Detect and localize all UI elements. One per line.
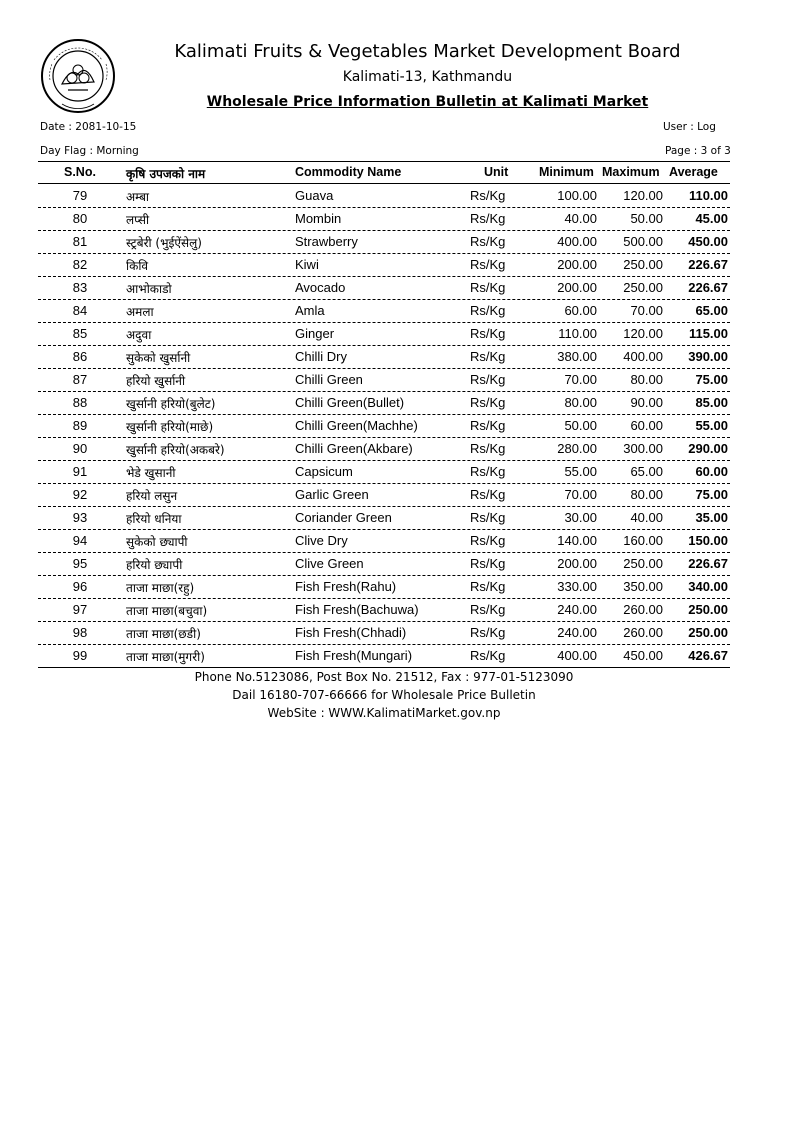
col-header-minimum: Minimum xyxy=(539,165,594,179)
row-average: 290.00 xyxy=(688,441,728,456)
row-average: 75.00 xyxy=(695,372,728,387)
row-maximum: 65.00 xyxy=(630,464,663,479)
row-commodity-name: Avocado xyxy=(295,280,346,295)
row-minimum: 400.00 xyxy=(557,648,597,663)
row-maximum: 70.00 xyxy=(630,303,663,318)
board-seal-logo xyxy=(40,38,116,114)
row-sn: 81 xyxy=(72,234,88,249)
row-unit: Rs/Kg xyxy=(470,533,506,548)
day-flag: Day Flag : Morning xyxy=(40,145,139,157)
row-minimum: 55.00 xyxy=(564,464,597,479)
row-unit: Rs/Kg xyxy=(470,441,506,456)
footer-dial-info: Dail 16180-707-66666 for Wholesale Price Bulletin xyxy=(232,688,536,702)
row-minimum: 30.00 xyxy=(564,510,597,525)
row-nepali-name: अम्बा xyxy=(126,190,150,204)
row-minimum: 70.00 xyxy=(564,372,597,387)
row-maximum: 300.00 xyxy=(623,441,663,456)
row-commodity-name: Mombin xyxy=(295,211,342,226)
row-nepali-name: हरियो छ्यापी xyxy=(126,558,183,572)
row-nepali-name: स्ट्रबेरी (भुईऐंसेलु) xyxy=(126,236,202,250)
row-nepali-name: हरियो लसुन xyxy=(126,489,178,503)
row-commodity-name: Fish Fresh(Chhadi) xyxy=(295,625,407,640)
table-row xyxy=(38,368,730,392)
row-minimum: 110.00 xyxy=(558,326,597,341)
row-minimum: 200.00 xyxy=(557,257,597,272)
row-nepali-name: अदुवा xyxy=(126,328,152,342)
row-minimum: 400.00 xyxy=(557,234,597,249)
row-average: 226.67 xyxy=(688,556,728,571)
row-unit: Rs/Kg xyxy=(470,510,506,525)
bulletin-title: Wholesale Price Information Bulletin at Kalimati Market xyxy=(206,94,649,110)
table-row xyxy=(38,230,730,254)
board-address: Kalimati-13, Kathmandu xyxy=(342,69,513,85)
footer-contact: Phone No.5123086, Post Box No. 21512, Fax : 977-01-5123090 xyxy=(194,670,574,684)
row-minimum: 200.00 xyxy=(557,556,597,571)
table-row xyxy=(38,414,730,438)
row-average: 35.00 xyxy=(695,510,728,525)
row-minimum: 140.00 xyxy=(557,533,597,548)
row-average: 55.00 xyxy=(695,418,728,433)
row-nepali-name: खुर्सानी हरियो(बुलेट) xyxy=(126,397,216,411)
page-indicator: Page : 3 of 3 xyxy=(665,145,731,157)
row-sn: 93 xyxy=(72,510,88,525)
row-nepali-name: हरियो धनिया xyxy=(126,512,182,526)
table-row xyxy=(38,529,730,553)
row-maximum: 250.00 xyxy=(623,280,663,295)
table-row xyxy=(38,299,730,323)
row-nepali-name: खुर्सानी हरियो(माछे) xyxy=(126,420,214,434)
row-commodity-name: Fish Fresh(Mungari) xyxy=(295,648,413,663)
row-unit: Rs/Kg xyxy=(470,372,506,387)
row-commodity-name: Chilli Green(Bullet) xyxy=(295,395,405,410)
row-maximum: 40.00 xyxy=(630,510,663,525)
row-sn: 99 xyxy=(72,648,88,663)
row-commodity-name: Clive Green xyxy=(295,556,364,571)
table-row xyxy=(38,253,730,277)
row-unit: Rs/Kg xyxy=(470,602,506,617)
row-sn: 86 xyxy=(72,349,88,364)
row-average: 450.00 xyxy=(688,234,728,249)
row-unit: Rs/Kg xyxy=(470,257,506,272)
row-minimum: 70.00 xyxy=(564,487,597,502)
row-unit: Rs/Kg xyxy=(470,625,506,640)
row-unit: Rs/Kg xyxy=(470,234,506,249)
row-sn: 82 xyxy=(72,257,88,272)
table-row xyxy=(38,552,730,576)
row-maximum: 450.00 xyxy=(623,648,663,663)
row-commodity-name: Coriander Green xyxy=(295,510,392,525)
row-minimum: 100.00 xyxy=(557,188,597,203)
table-row xyxy=(38,345,730,369)
row-commodity-name: Fish Fresh(Rahu) xyxy=(295,579,397,594)
table-row xyxy=(38,621,730,645)
table-row xyxy=(38,598,730,622)
row-average: 150.00 xyxy=(688,533,728,548)
row-sn: 92 xyxy=(72,487,88,502)
row-minimum: 380.00 xyxy=(557,349,597,364)
row-nepali-name: सुकेको छ्यापी xyxy=(126,535,188,549)
row-sn: 89 xyxy=(72,418,88,433)
row-maximum: 80.00 xyxy=(630,487,663,502)
row-unit: Rs/Kg xyxy=(470,418,506,433)
row-minimum: 330.00 xyxy=(557,579,597,594)
row-unit: Rs/Kg xyxy=(470,211,506,226)
row-nepali-name: लप्सी xyxy=(126,213,150,227)
row-sn: 80 xyxy=(72,211,88,226)
row-unit: Rs/Kg xyxy=(470,349,506,364)
col-header-maximum: Maximum xyxy=(602,165,660,179)
table-row xyxy=(38,391,730,415)
row-unit: Rs/Kg xyxy=(470,648,506,663)
row-commodity-name: Fish Fresh(Bachuwa) xyxy=(295,602,419,617)
row-average: 85.00 xyxy=(695,395,728,410)
row-sn: 90 xyxy=(72,441,88,456)
footer-website: WebSite : WWW.KalimatiMarket.gov.np xyxy=(267,706,501,720)
bulletin-date: Date : 2081-10-15 xyxy=(40,121,137,133)
row-average: 250.00 xyxy=(688,625,728,640)
table-row xyxy=(38,460,730,484)
row-unit: Rs/Kg xyxy=(470,556,506,571)
row-maximum: 500.00 xyxy=(623,234,663,249)
row-sn: 85 xyxy=(72,326,88,341)
row-nepali-name: ताजा माछा(छडी) xyxy=(126,627,201,641)
row-maximum: 120.00 xyxy=(623,326,663,341)
row-commodity-name: Ginger xyxy=(295,326,335,341)
row-commodity-name: Garlic Green xyxy=(295,487,369,502)
row-unit: Rs/Kg xyxy=(470,487,506,502)
col-header-average: Average xyxy=(669,165,718,179)
table-row xyxy=(38,575,730,599)
row-unit: Rs/Kg xyxy=(470,464,506,479)
row-sn: 94 xyxy=(72,533,88,548)
col-header-sn: S.No. xyxy=(64,165,96,179)
col-header-unit: Unit xyxy=(484,165,509,179)
board-title: Kalimati Fruits & Vegetables Market Development Board xyxy=(174,41,681,62)
row-average: 226.67 xyxy=(688,280,728,295)
row-sn: 79 xyxy=(72,188,88,203)
row-commodity-name: Chilli Green xyxy=(295,372,363,387)
table-row xyxy=(38,483,730,507)
row-sn: 83 xyxy=(72,280,88,295)
row-average: 110.00 xyxy=(688,188,728,203)
row-nepali-name: अमला xyxy=(126,305,154,319)
table-row xyxy=(38,207,730,231)
row-nepali-name: किवि xyxy=(126,259,149,273)
row-maximum: 400.00 xyxy=(623,349,663,364)
row-sn: 88 xyxy=(72,395,88,410)
row-commodity-name: Clive Dry xyxy=(295,533,348,548)
row-commodity-name: Strawberry xyxy=(295,234,358,249)
row-maximum: 120.00 xyxy=(623,188,663,203)
table-row xyxy=(38,184,730,208)
row-minimum: 50.00 xyxy=(564,418,597,433)
row-nepali-name: खुर्सानी हरियो(अकबरे) xyxy=(126,443,225,457)
row-average: 340.00 xyxy=(688,579,728,594)
row-nepali-name: ताजा माछा(बचुवा) xyxy=(126,604,208,618)
row-maximum: 250.00 xyxy=(623,556,663,571)
row-maximum: 250.00 xyxy=(623,257,663,272)
row-average: 75.00 xyxy=(695,487,728,502)
row-commodity-name: Capsicum xyxy=(295,464,353,479)
row-minimum: 60.00 xyxy=(564,303,597,318)
row-sn: 91 xyxy=(72,464,88,479)
table-row xyxy=(38,276,730,300)
row-maximum: 260.00 xyxy=(623,602,663,617)
table-row xyxy=(38,506,730,530)
row-unit: Rs/Kg xyxy=(470,280,506,295)
row-maximum: 90.00 xyxy=(630,395,663,410)
row-sn: 84 xyxy=(72,303,88,318)
row-nepali-name: भेडे खुसानी xyxy=(126,466,176,480)
row-maximum: 350.00 xyxy=(623,579,663,594)
row-average: 226.67 xyxy=(688,257,728,272)
row-sn: 87 xyxy=(72,372,88,387)
row-maximum: 260.00 xyxy=(623,625,663,640)
row-minimum: 80.00 xyxy=(564,395,597,410)
table-row xyxy=(38,644,730,668)
row-nepali-name: आभोकाडो xyxy=(126,282,172,296)
row-minimum: 280.00 xyxy=(557,441,597,456)
row-nepali-name: ताजा माछा(रहु) xyxy=(126,581,195,595)
row-average: 250.00 xyxy=(688,602,728,617)
row-commodity-name: Guava xyxy=(295,188,334,203)
row-commodity-name: Amla xyxy=(295,303,325,318)
row-average: 390.00 xyxy=(688,349,728,364)
row-commodity-name: Kiwi xyxy=(295,257,319,272)
row-commodity-name: Chilli Green(Akbare) xyxy=(295,441,413,456)
row-unit: Rs/Kg xyxy=(470,395,506,410)
row-minimum: 200.00 xyxy=(557,280,597,295)
row-minimum: 240.00 xyxy=(557,625,597,640)
row-average: 115.00 xyxy=(688,326,728,341)
row-commodity-name: Chilli Green(Machhe) xyxy=(295,418,418,433)
row-nepali-name: हरियो खुर्सानी xyxy=(126,374,186,388)
col-header-nepali-name: कृषि उपजको नाम xyxy=(126,167,206,181)
header-top-rule xyxy=(38,161,730,162)
row-unit: Rs/Kg xyxy=(470,303,506,318)
row-maximum: 60.00 xyxy=(630,418,663,433)
row-average: 60.00 xyxy=(695,464,728,479)
row-commodity-name: Chilli Dry xyxy=(295,349,347,364)
row-average: 45.00 xyxy=(695,211,728,226)
row-maximum: 80.00 xyxy=(630,372,663,387)
row-minimum: 240.00 xyxy=(557,602,597,617)
row-unit: Rs/Kg xyxy=(470,326,506,341)
row-sn: 96 xyxy=(72,579,88,594)
table-row xyxy=(38,437,730,461)
row-unit: Rs/Kg xyxy=(470,188,506,203)
row-sn: 95 xyxy=(72,556,88,571)
row-average: 65.00 xyxy=(695,303,728,318)
row-average: 426.67 xyxy=(688,648,728,663)
row-maximum: 50.00 xyxy=(630,211,663,226)
row-nepali-name: सुकेको खुर्सानी xyxy=(126,351,191,365)
row-sn: 98 xyxy=(72,625,88,640)
table-row xyxy=(38,322,730,346)
col-header-commodity: Commodity Name xyxy=(295,165,402,179)
row-maximum: 160.00 xyxy=(623,533,663,548)
row-nepali-name: ताजा माछा(मुगरी) xyxy=(126,650,205,664)
user-label: User : Log xyxy=(663,121,716,133)
row-sn: 97 xyxy=(72,602,88,617)
row-unit: Rs/Kg xyxy=(470,579,506,594)
row-minimum: 40.00 xyxy=(564,211,597,226)
